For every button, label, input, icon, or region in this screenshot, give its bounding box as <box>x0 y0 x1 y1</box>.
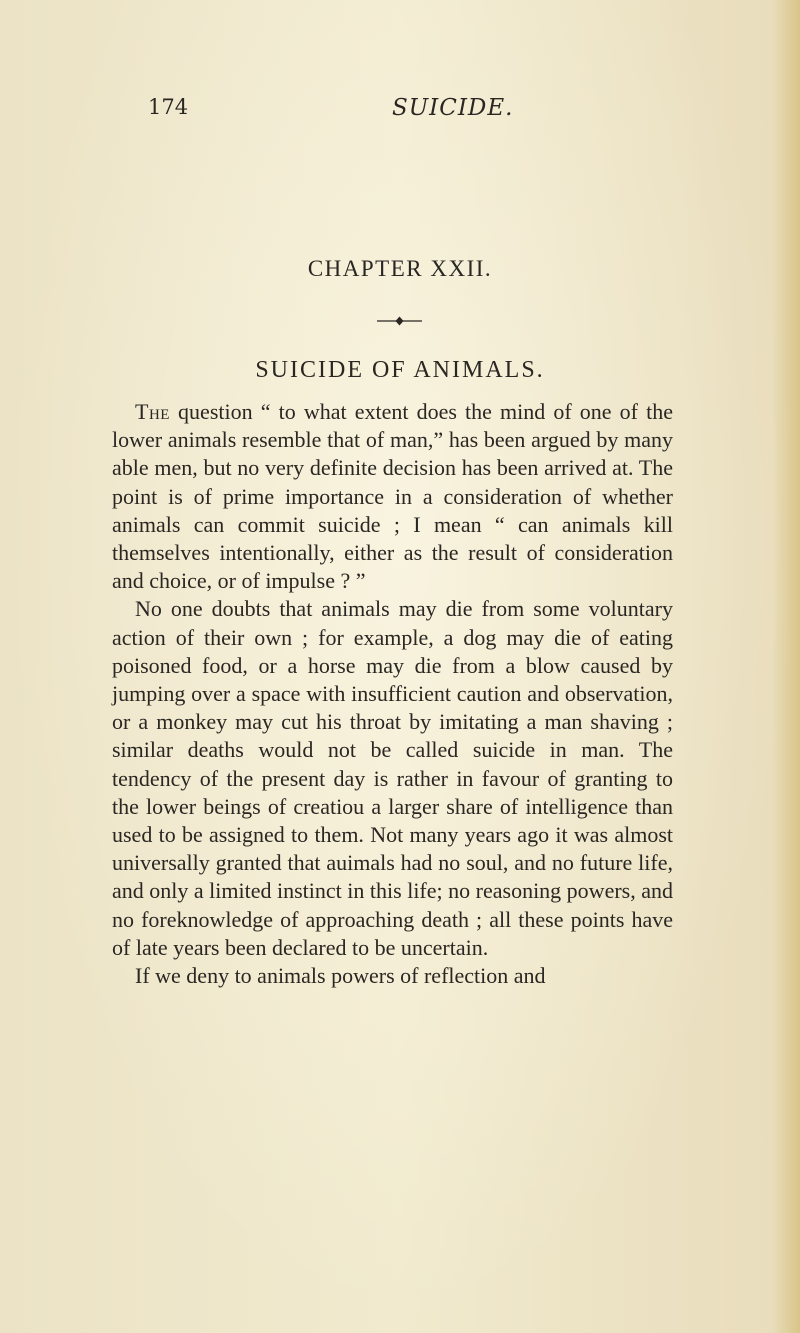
page-edge-shading <box>772 0 800 1333</box>
paragraph-3: If we deny to animals powers of reflection and <box>135 963 546 989</box>
body-text <box>112 398 673 990</box>
ornament-rule-icon <box>377 316 422 326</box>
section-title: SUICIDE OF ANIMALS. <box>255 357 545 383</box>
chapter-heading: CHAPTER XXII. <box>307 256 493 281</box>
paragraph-1 <box>112 398 673 595</box>
paragraph-1-text: question “ to what extent does the mind of one of the lower animals resemble that of man,” has been argued by many able men, but no very definite decision has been arrived at. The point is of prime importance in a consideration of whether animals can commit suicide ; I mean “ can animals kill themselves intentionally, either as the result of consideration and choice, or of impulse ? ” <box>112 399 673 594</box>
lead-word: The <box>135 399 170 424</box>
page-number: 174 <box>148 95 189 119</box>
running-head <box>148 95 582 125</box>
paragraph-2: No one doubts that animals may die from some voluntary action of their own ; for example, a dog may die of eating poisoned food, or a horse may die from a blow caused by jumping over a space with insufficient caution and observation, or a monkey may cut his throat by imitating a man shaving ; similar deaths would not be called suicide in man. The tendency of the present day is rather in favour of granting to the lower beings of creatiou a larger share of intelligence than used to be assigned to them. Not many years ago it was almost universally granted that auimals had no soul, and no future life, and only a limited instinct in this life; no reasoning powers, and no foreknowledge of approaching death ; all these points have of late years been declared to be uncertain. <box>112 596 673 960</box>
running-title: SUICIDE. <box>392 95 514 121</box>
